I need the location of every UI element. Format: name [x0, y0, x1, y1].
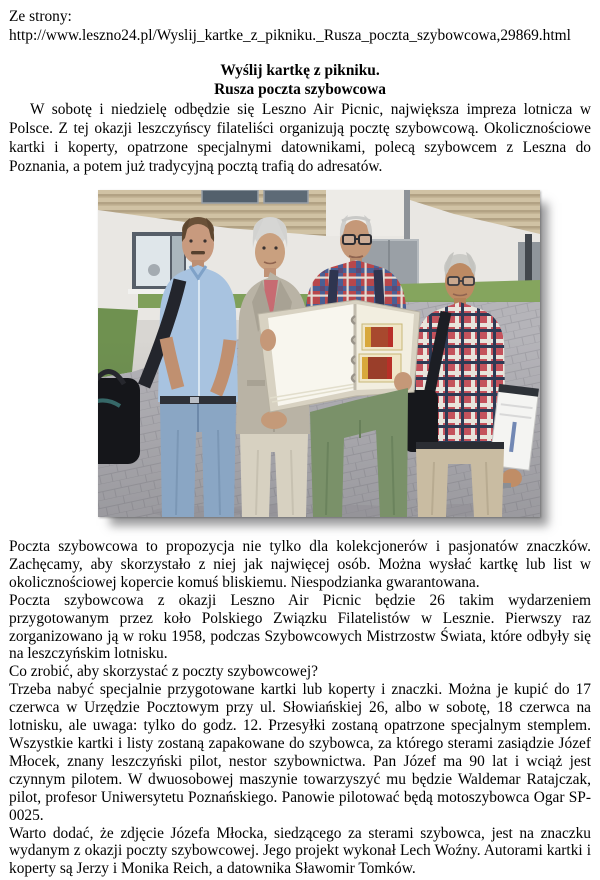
- article-title-line2: Rusza poczta szybowcowa: [214, 81, 386, 98]
- source-label: Ze strony:: [9, 8, 72, 25]
- source-block: [9, 7, 591, 45]
- body-paragraph: Co zrobić, aby skorzystać z poczty szybowcowej?: [9, 663, 318, 681]
- body-paragraph: Trzeba nabyć specjalnie przygotowane kartki lub koperty i znaczki. Można je kupić do 17 czerwca w Urzędzie Pocztowym przy ul. Słowiańskiej 26, albo w sobotę, 18 czerwca na lotnisku, ale uwaga: tylko do godz. 12. Przesyłki zostaną opatrzone specjalnym stemplem. Wszystkie kartki i listy zostaną zapakowane do szybowca, za którego sterami zasiądzie Józef Młocek, znany leszczyński pilot, nestor szybownictwa. Pan Józef ma 90 lat i wciąż jest czynnym pilotem. W dwuosobowej maszynie towarzyszyć mu będzie Waldemar Ratajczak, pilot, profesor Uniwersytetu Poznańskiego. Panowie pilotować będą motoszybowca Ogar SP-0025.: [9, 681, 591, 824]
- article-photo: [98, 190, 540, 517]
- article-title-line1: Wyślij kartkę z pikniku.: [220, 62, 380, 79]
- photo-illustration: [98, 190, 540, 517]
- body-paragraph: Warto dodać, że zdjęcie Józefa Młocka, siedzącego za sterami szybowca, jest na znaczku wydanym z okazji poczty szybowcowej. Jego projekt wykonał Lech Woźny. Autorami kartki i koperty są Jerzy i Monika Reich, a datownika Sławomir Tomków.: [9, 824, 591, 878]
- intro-paragraph: W sobotę i niedzielę odbędzie się Leszno Air Picnic, największa impreza lotnicza w Polsce. Z tej okazji leszczyńscy filateliści organizują pocztę szybowcową. Okolicznościowe kartki i koperty, opatrzone specjalnymi datownikami, polecą szybowcem z Leszna do Poznania, a potem już tradycyjną pocztą trafią do adresatów.: [9, 101, 591, 175]
- article-title: [9, 61, 591, 99]
- article-body: [9, 538, 591, 878]
- source-url: http://www.leszno24.pl/Wyslij_kartke_z_pikniku._Rusza_poczta_szybowcowa,29869.html: [9, 27, 571, 44]
- body-paragraph: Poczta szybowcowa z okazji Leszno Air Picnic będzie 26 takim wydarzeniem przygotowanym przez koło Polskiego Związku Filatelistów w Lesznie. Pierwszy raz zorganizowano ją w roku 1958, podczas Szybowcowych Mistrzostw Świata, które odbyły się na leszczyńskim lotnisku.: [9, 591, 591, 663]
- body-paragraph: Poczta szybowcowa to propozycja nie tylko dla kolekcjonerów i pasjonatów znaczków. Zachęcamy, aby skorzystało z niej jak najwięcej osób. Można wysłać kartkę lub list w okolicznościowej kopercie komuś bliskiemu. Niespodzianka gwarantowana.: [9, 538, 591, 591]
